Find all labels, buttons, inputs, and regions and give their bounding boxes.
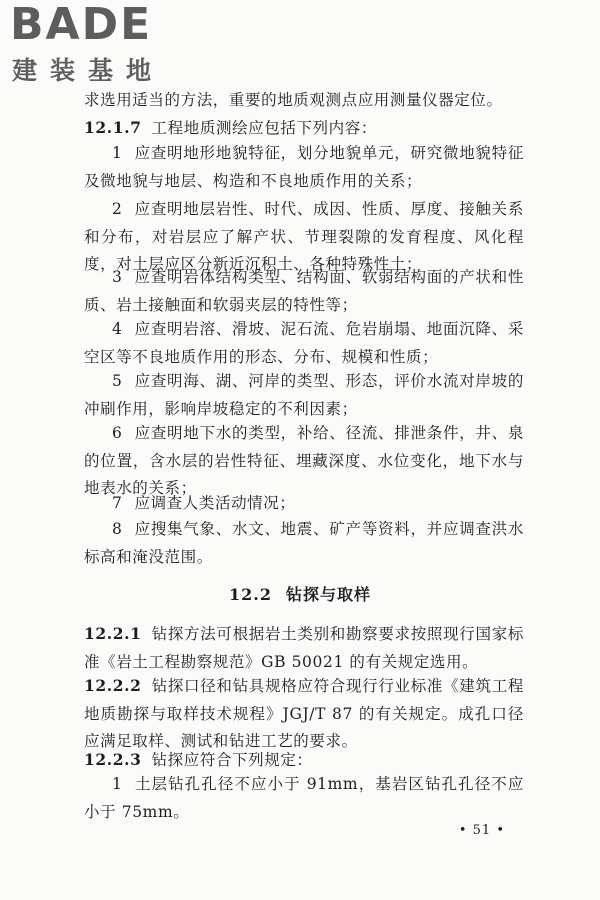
list-item xyxy=(84,516,524,571)
item-text: 应查明地下水的类型，补给、径流、排泄条件，井、泉的位置，含水层的岩性特征、埋藏深度、水位变化，地下水与地表水的关系； xyxy=(84,424,524,497)
item-number: 1 xyxy=(112,775,123,793)
item-number: 1 xyxy=(112,144,123,162)
logo-wordmark: BADE xyxy=(10,0,153,50)
item-number: 6 xyxy=(112,424,123,442)
list-item xyxy=(84,140,524,195)
list-item xyxy=(84,771,524,826)
item-text: 应查明海、湖、河岸的类型、形态，评价水流对岸坡的冲刷作用，影响岸坡稳定的不利因素； xyxy=(84,372,524,418)
clause-12-2-2 xyxy=(84,672,524,756)
item-text: 应搜集气象、水文、地震、矿产等资料，并应调查洪水标高和淹没范围。 xyxy=(84,520,524,566)
logo-subtitle: 建装基地 xyxy=(12,56,165,85)
item-number: 7 xyxy=(112,494,123,512)
clause-number: 12.2.1 xyxy=(84,624,142,643)
clause-12-1-7 xyxy=(84,114,524,143)
item-text: 应调查人类活动情况； xyxy=(134,494,296,512)
clause-text: 工程地质测绘应包括下列内容： xyxy=(151,119,377,137)
item-number: 8 xyxy=(112,520,123,538)
list-item xyxy=(84,368,524,423)
item-text: 应查明地层岩性、时代、成因、性质、厚度、接触关系和分布，对岩层应了解产状、节理裂隙的发育程度、风化程度，对土层应区分新近沉积土、各种特殊性土； xyxy=(84,200,524,273)
clause-number: 12.1.7 xyxy=(84,118,142,137)
item-number: 5 xyxy=(112,372,123,390)
item-text: 应查明岩溶、滑坡、泥石流、危岩崩塌、地面沉降、采空区等不良地质作用的形态、分布、规模和性质； xyxy=(84,320,524,366)
clause-text: 钻探口径和钻具规格应符合现行行业标准《建筑工程地质勘探与取样技术规程》JGJ/T 87 的有关规定。成孔口径应满足取样、测试和钻进工艺的要求。 xyxy=(84,677,524,750)
clause-text: 钻探方法可根据岩土类别和勘察要求按照现行国家标准《岩土工程勘察规范》GB 50021 的有关规定选用。 xyxy=(84,625,524,671)
list-item xyxy=(84,264,524,319)
section-title: 钻探与取样 xyxy=(285,585,371,604)
list-item xyxy=(84,490,524,518)
clause-number: 12.2.2 xyxy=(84,676,142,695)
section-heading xyxy=(0,582,600,605)
item-number: 4 xyxy=(112,320,123,338)
item-number: 2 xyxy=(112,200,123,218)
paragraph-continuation: 求选用适当的方法，重要的地质观测点应用测量仪器定位。 xyxy=(84,91,503,109)
section-number: 12.2 xyxy=(229,585,272,604)
list-item xyxy=(84,316,524,371)
bade-logo xyxy=(10,0,180,96)
clause-number: 12.2.3 xyxy=(84,750,142,769)
item-text: 土层钻孔孔径不应小于 91mm，基岩区钻孔孔径不应小于 75mm。 xyxy=(84,775,524,821)
clause-12-2-1 xyxy=(84,620,524,676)
item-text: 应查明地形地貌特征，划分地貌单元，研究微地貌特征及微地貌与地层、构造和不良地质作用的关系； xyxy=(84,144,524,190)
page-number: • 51 • xyxy=(458,823,505,838)
item-text: 应查明岩体结构类型、结构面、软弱结构面的产状和性质、岩土接触面和软弱夹层的特性等； xyxy=(84,268,524,314)
clause-text: 钻探应符合下列规定： xyxy=(151,751,313,769)
item-number: 3 xyxy=(112,268,123,286)
